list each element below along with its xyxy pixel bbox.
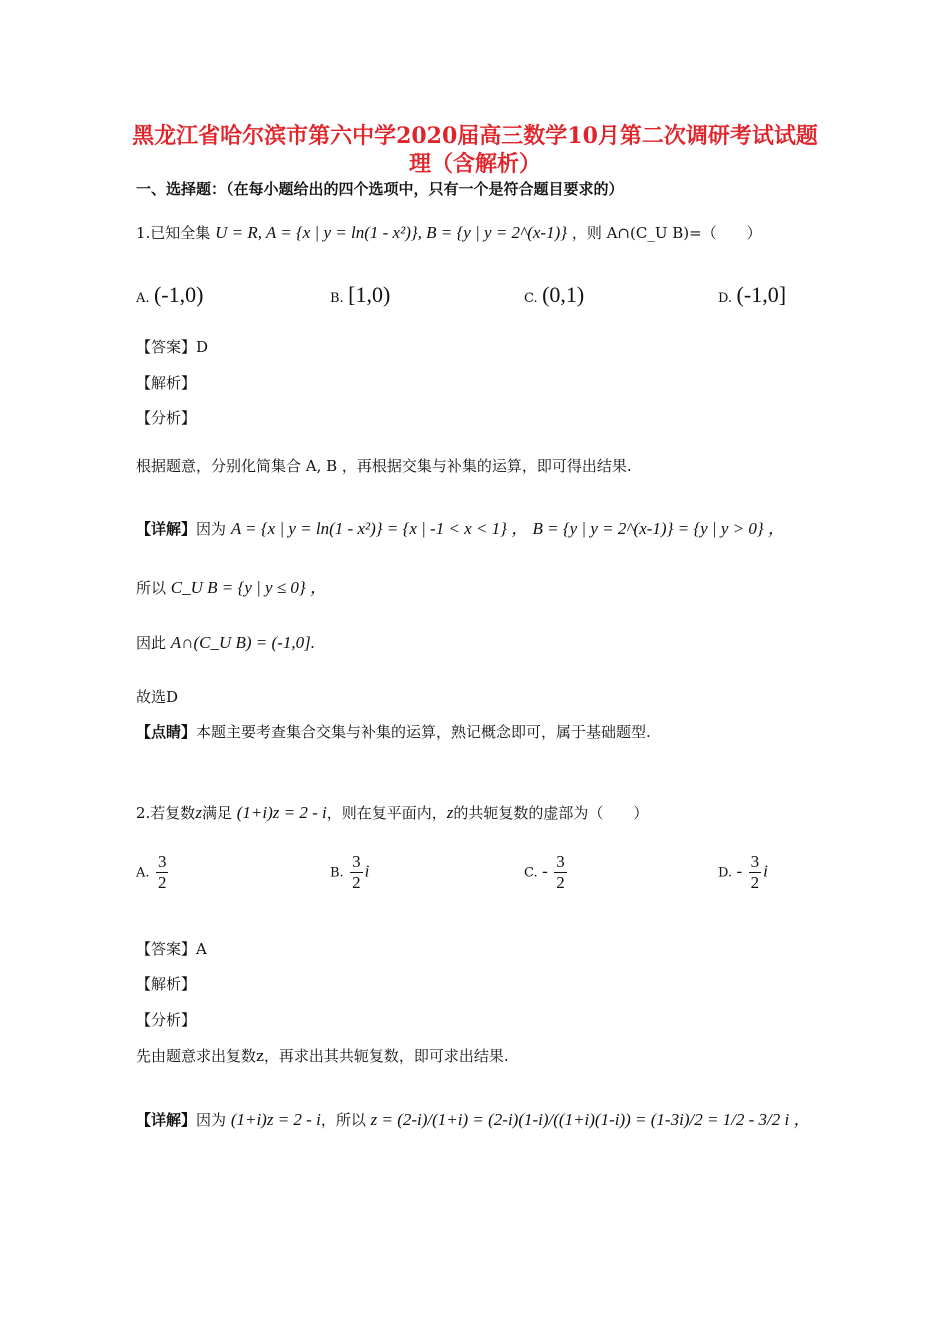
page-title: 黑龙江省哈尔滨市第六中学2020届高三数学10月第二次调研考试试题 理（含解析） (132, 123, 818, 177)
q2-option-d-sign: - (736, 861, 743, 881)
q2-option-d-label: D. (718, 865, 733, 881)
question-2 (136, 802, 648, 823)
q1-option-d[interactable] (718, 282, 786, 308)
q2-detail-mid: ，所以 (320, 1111, 366, 1129)
q1-option-c-value: (0,1) (542, 282, 585, 307)
q2-detail-tag: 【详解】 (136, 1111, 197, 1129)
q1-detail (136, 514, 785, 539)
question-2-z-again: z (446, 803, 454, 822)
q1-option-d-label: D. (718, 291, 733, 306)
q1-option-b-label: B. (330, 291, 344, 306)
question-2-prefix: 2.若复数 (136, 804, 196, 822)
q1-option-c-label: C. (524, 291, 538, 306)
q2-option-d-fraction: $\frac{3}{2}$ (750, 852, 760, 892)
q1-dianjing (136, 721, 651, 742)
question-1-prefix: 1.已知全集 (136, 224, 211, 242)
q1-detail-tag: 【详解】 (136, 520, 197, 538)
q2-option-b[interactable] (330, 852, 369, 893)
q1-thus-prefix: 因此 (136, 634, 167, 652)
q2-jiexi-heading: 【解析】 (136, 975, 197, 993)
question-2-z: z (195, 803, 202, 822)
q1-detail-prefix: 因为 (196, 520, 227, 538)
q2-answer: 【答案】A (136, 940, 207, 958)
q1-option-c[interactable] (524, 282, 584, 308)
q1-so-math: C_U B = {y | y ≤ 0} ， (170, 578, 327, 597)
section-heading: 一、选择题：（在每小题给出的四个选项中，只有一个是符合题目要求的） (136, 180, 624, 198)
q2-option-c-fraction: $\frac{3}{2}$ (556, 852, 565, 892)
q2-option-a-fraction: $\frac{3}{2}$ (157, 852, 167, 892)
q1-fenxi-heading: 【分析】 (136, 409, 197, 427)
q1-analysis: 根据题意，分别化简集合 A, B ，再根据交集与补集的运算，即可得出结果. (136, 457, 632, 475)
q1-option-a[interactable] (136, 282, 203, 308)
q1-detail-math: A = {x | y = ln(1 - x²)} = {x | -1 < x < 1} ， B = {y | y = 2^(x-1)} = {y | y > 0} ， (230, 519, 785, 538)
q1-option-b-value: [1,0) (348, 282, 391, 307)
q2-analysis: 先由题意求出复数z，再求出其共轭复数，即可求出结果. (136, 1047, 509, 1065)
q2-option-a-label: A. (136, 865, 150, 881)
q1-so-prefix: 所以 (136, 579, 167, 597)
q1-option-a-value: (-1,0) (153, 282, 204, 307)
q2-option-b-unit: i (364, 861, 370, 881)
question-2-mid1: 满足 (201, 804, 232, 822)
q2-option-c-sign: - (542, 861, 548, 881)
q2-option-c-label: C. (524, 865, 538, 881)
q1-thus (136, 632, 315, 653)
question-1-suffix: ，则 A∩(C_U B)=（ ） (571, 224, 762, 242)
q1-so (136, 573, 327, 598)
question-1-math: U = R, A = {x | y = ln(1 - x²)}, B = {y | y = 2^(x-1)} (215, 223, 568, 242)
q2-option-b-label: B. (330, 865, 344, 881)
q1-jiexi-heading: 【解析】 (136, 374, 197, 392)
q1-dianjing-text: 本题主要考查集合交集与补集的运算，熟记概念即可，属于基础题型. (196, 723, 651, 741)
q2-option-d[interactable] (718, 852, 768, 893)
q1-option-b[interactable] (330, 282, 390, 308)
q1-thus-math: A∩(C_U B) = (-1,0]. (170, 633, 315, 652)
q2-detail-eq: (1+i)z = 2 - i (230, 1110, 321, 1129)
q1-option-d-value: (-1,0] (736, 282, 787, 307)
q1-option-a-label: A. (136, 291, 150, 306)
q1-choose: 故选D (136, 688, 179, 706)
question-1 (136, 222, 762, 243)
question-2-mid2: ，则在复平面内， (326, 804, 447, 822)
q2-option-c[interactable] (524, 852, 569, 893)
question-2-mid3: 的共轭复数的虚部为（ ） (453, 804, 649, 822)
q1-answer: 【答案】D (136, 338, 209, 356)
question-2-eq: (1+i)z = 2 - i (236, 803, 327, 822)
q2-fenxi-heading: 【分析】 (136, 1011, 197, 1029)
q2-detail (136, 1105, 811, 1130)
q2-option-b-fraction: $\frac{3}{2}$ (352, 852, 361, 892)
q2-option-a[interactable] (136, 852, 170, 893)
q2-detail-math: z = (2-i)/(1+i) = (2-i)(1-i)/((1+i)(1-i)) = (1-3i)/2 = 1/2 - 3/2 i ， (370, 1110, 811, 1129)
q1-dianjing-tag: 【点睛】 (136, 723, 197, 741)
q2-option-d-unit: i (763, 861, 768, 881)
q2-detail-prefix: 因为 (196, 1111, 227, 1129)
